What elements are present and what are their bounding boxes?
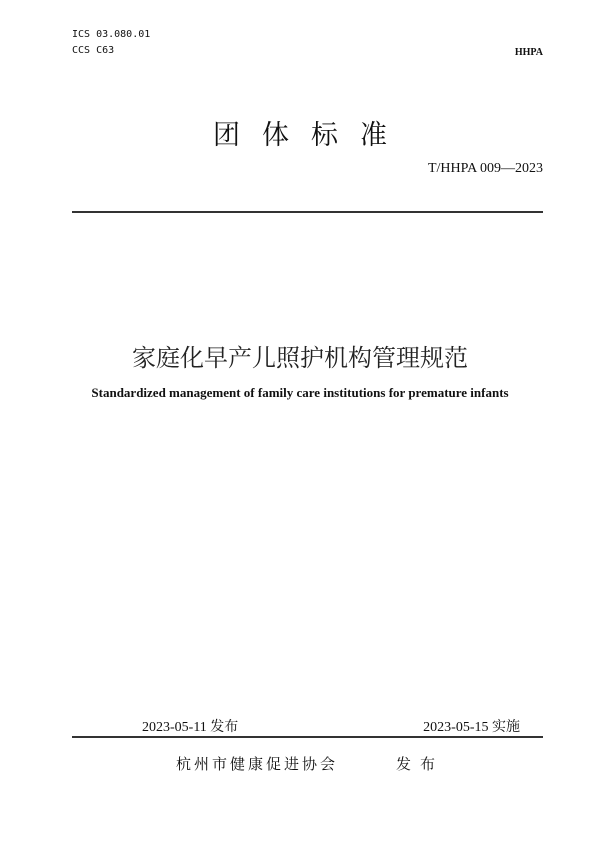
publish-date: 2023-05-11 发布 <box>142 720 239 735</box>
ics-code: ICS 03.080.01 <box>72 29 151 40</box>
top-divider <box>72 211 543 213</box>
title-chinese: 家庭化早产儿照护机构管理规范 <box>132 344 468 372</box>
standard-code: T/HHPA 009—2023 <box>427 161 543 176</box>
title-english: Standardized management of family care institutions for premature infants <box>91 385 509 400</box>
implement-date: 2023-05-15 实施 <box>423 720 520 735</box>
publisher-name: 杭州市健康促进协会 <box>176 755 339 773</box>
standard-type: 团体标准 <box>213 120 409 151</box>
bottom-divider <box>72 736 543 738</box>
publisher-action: 发布 <box>396 755 445 773</box>
ccs-code: CCS C63 <box>72 45 115 56</box>
org-abbreviation: HHPA <box>514 47 543 58</box>
